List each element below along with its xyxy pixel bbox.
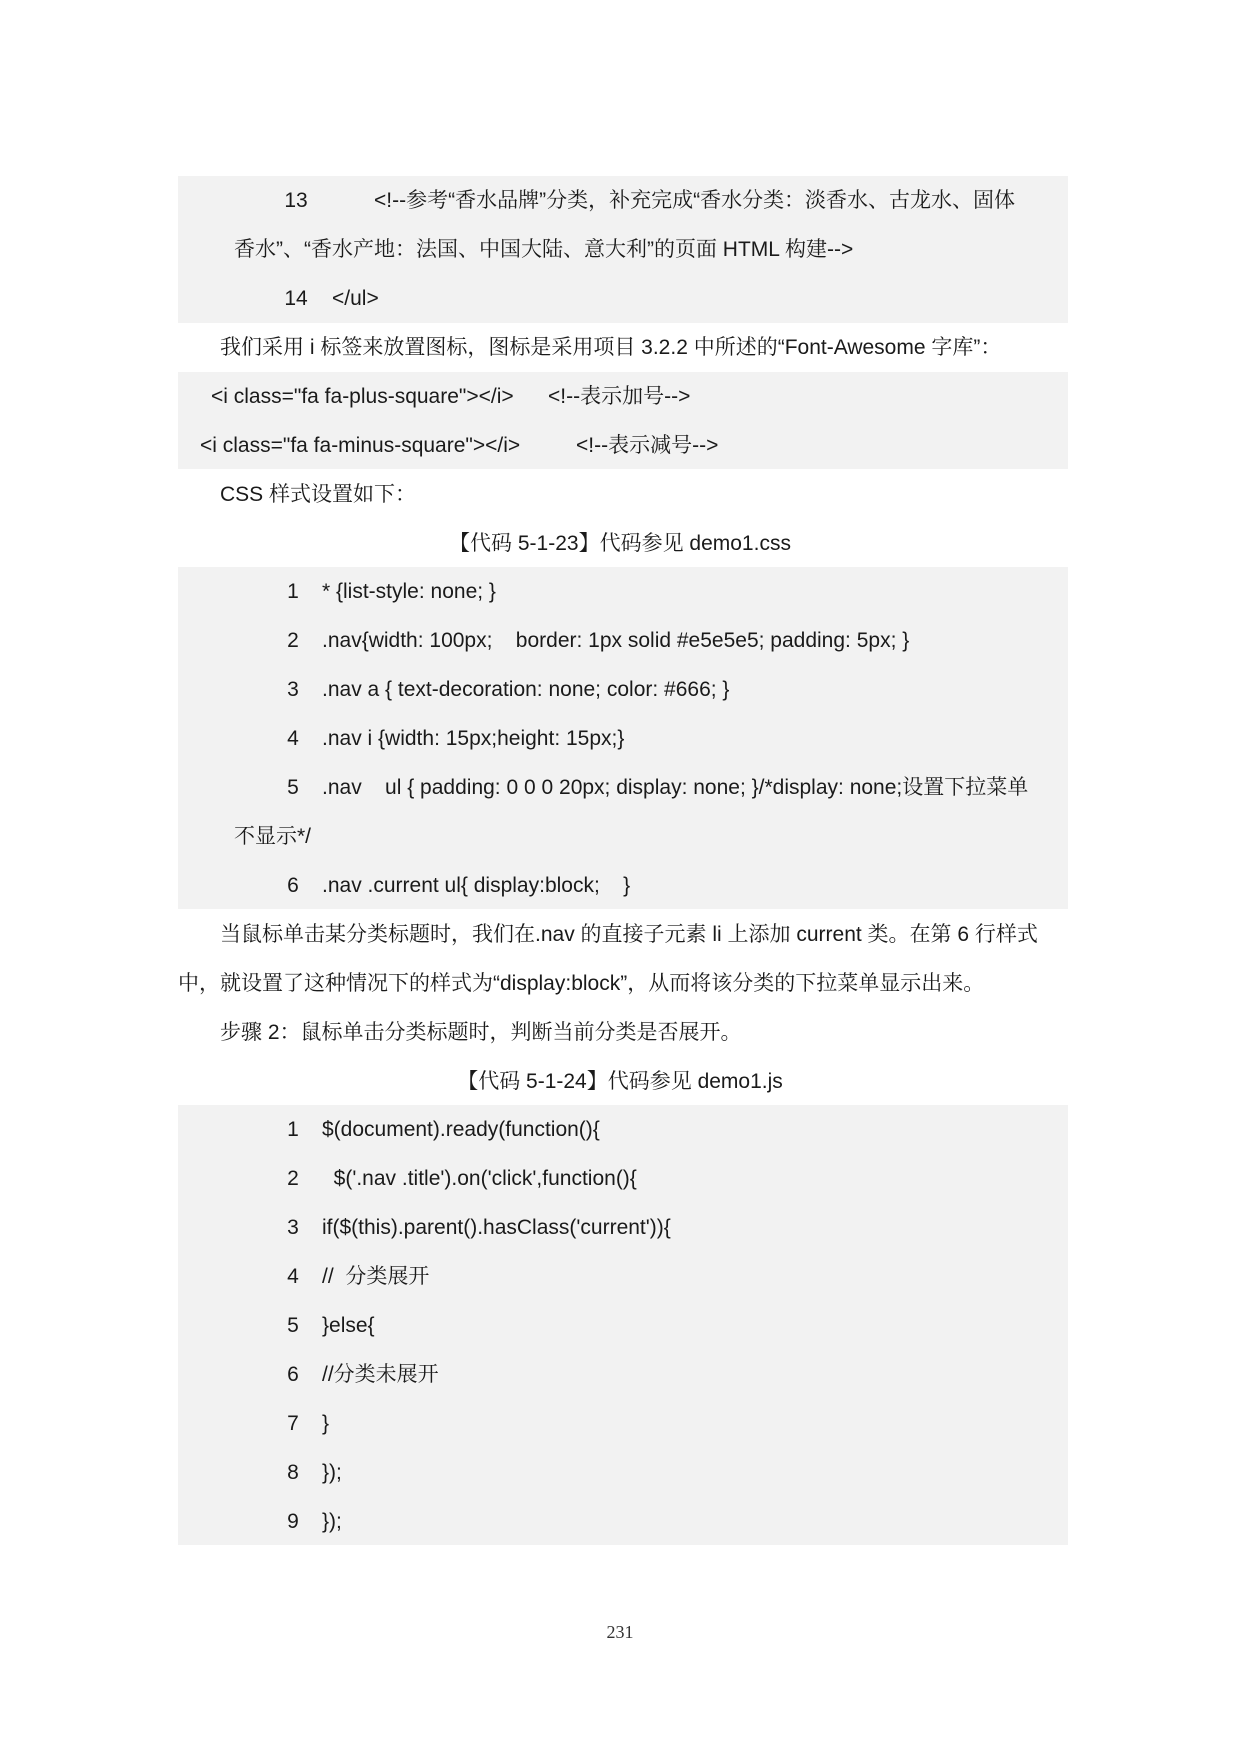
code-block-html-continued	[178, 176, 1068, 323]
paragraph: 当鼠标单击某分类标题时，我们在.nav 的直接子元素 li 上添加 current 类。在第 6 行样式	[220, 923, 1038, 946]
code-line	[178, 763, 1068, 812]
code-line	[178, 176, 1068, 225]
code-text: }	[322, 1412, 330, 1435]
line-number: 8	[287, 1461, 299, 1484]
code-line	[178, 861, 1068, 910]
line-number: 13	[284, 189, 308, 212]
code-text: $(document).ready(function(){	[322, 1118, 600, 1141]
code-block-css	[178, 567, 1068, 909]
code-text: }else{	[322, 1314, 375, 1337]
code-text: <!--参考“香水品牌”分类，补充完成“香水分类：淡香水、古龙水、固体	[374, 189, 1016, 212]
code-line	[178, 1301, 1068, 1350]
paragraph: 步骤 2：鼠标单击分类标题时，判断当前分类是否展开。	[220, 1021, 742, 1044]
line-number: 14	[284, 287, 308, 310]
code-text: .nav ul { padding: 0 0 0 20px; display: none; }/*display: none;设置下拉菜单	[322, 776, 1029, 799]
code-text: .nav .current ul{ display:block; }	[322, 874, 631, 897]
line-number: 7	[287, 1412, 299, 1435]
code-line	[178, 714, 1068, 763]
line-number: 9	[287, 1510, 299, 1533]
code-line	[178, 1497, 1068, 1546]
code-text: // 分类展开	[322, 1265, 430, 1288]
line-number: 6	[287, 1363, 299, 1386]
code-line	[178, 1203, 1068, 1252]
code-text: if($(this).parent().hasClass('current')){	[322, 1216, 671, 1239]
code-caption: 【代码 5-1-24】代码参见 demo1.js	[457, 1070, 783, 1093]
code-block-icons	[178, 372, 1068, 469]
code-line	[178, 1399, 1068, 1448]
code-text: * {list-style: none; }	[322, 580, 496, 603]
line-number: 1	[287, 1118, 299, 1141]
code-comment: <!--表示减号-->	[576, 434, 719, 457]
code-text: .nav i {width: 15px;height: 15px;}	[322, 727, 625, 750]
code-text: <i class="fa fa-plus-square"></i>	[211, 385, 514, 408]
code-text: </ul>	[332, 287, 379, 310]
paragraph: CSS 样式设置如下：	[220, 483, 417, 506]
page-number: 231	[606, 1622, 634, 1642]
code-line	[178, 421, 1068, 470]
code-text: $('.nav .title').on('click',function(){	[322, 1167, 637, 1190]
line-number: 5	[287, 776, 299, 799]
code-text: <i class="fa fa-minus-square"></i>	[200, 434, 521, 457]
code-text: });	[322, 1461, 342, 1484]
code-text: });	[322, 1510, 342, 1533]
code-block-js	[178, 1105, 1068, 1545]
line-number: 3	[287, 678, 299, 701]
code-line	[178, 1350, 1068, 1399]
code-text: .nav a { text-decoration: none; color: #666; }	[322, 678, 730, 701]
paragraph: 我们采用 i 标签来放置图标，图标是采用项目 3.2.2 中所述的“Font-Awesome 字库”：	[220, 336, 1002, 359]
line-number: 6	[287, 874, 299, 897]
code-line	[178, 567, 1068, 616]
line-number: 4	[287, 727, 299, 750]
code-line	[178, 372, 1068, 421]
code-line	[178, 812, 1068, 861]
code-line	[178, 1105, 1068, 1154]
paragraph: 中，就设置了这种情况下的样式为“display:block”，从而将该分类的下拉菜单显示出来。	[178, 972, 985, 995]
code-caption: 【代码 5-1-23】代码参见 demo1.css	[449, 532, 791, 555]
line-number: 3	[287, 1216, 299, 1239]
code-text: //分类未展开	[322, 1363, 439, 1386]
code-line	[178, 225, 1068, 274]
line-number: 2	[287, 629, 299, 652]
code-line	[178, 1448, 1068, 1497]
code-text: .nav{width: 100px; border: 1px solid #e5e5e5; padding: 5px; }	[322, 629, 910, 652]
line-number: 2	[287, 1167, 299, 1190]
code-line	[178, 1252, 1068, 1301]
code-line	[178, 616, 1068, 665]
line-number: 5	[287, 1314, 299, 1337]
code-line	[178, 274, 1068, 323]
code-line	[178, 665, 1068, 714]
code-line	[178, 1154, 1068, 1203]
line-number: 1	[287, 580, 299, 603]
code-text: 香水”、“香水产地：法国、中国大陆、意大利”的页面 HTML 构建-->	[234, 238, 854, 261]
code-comment: <!--表示加号-->	[548, 385, 691, 408]
line-number: 4	[287, 1265, 299, 1288]
code-text: 不显示*/	[234, 825, 312, 848]
